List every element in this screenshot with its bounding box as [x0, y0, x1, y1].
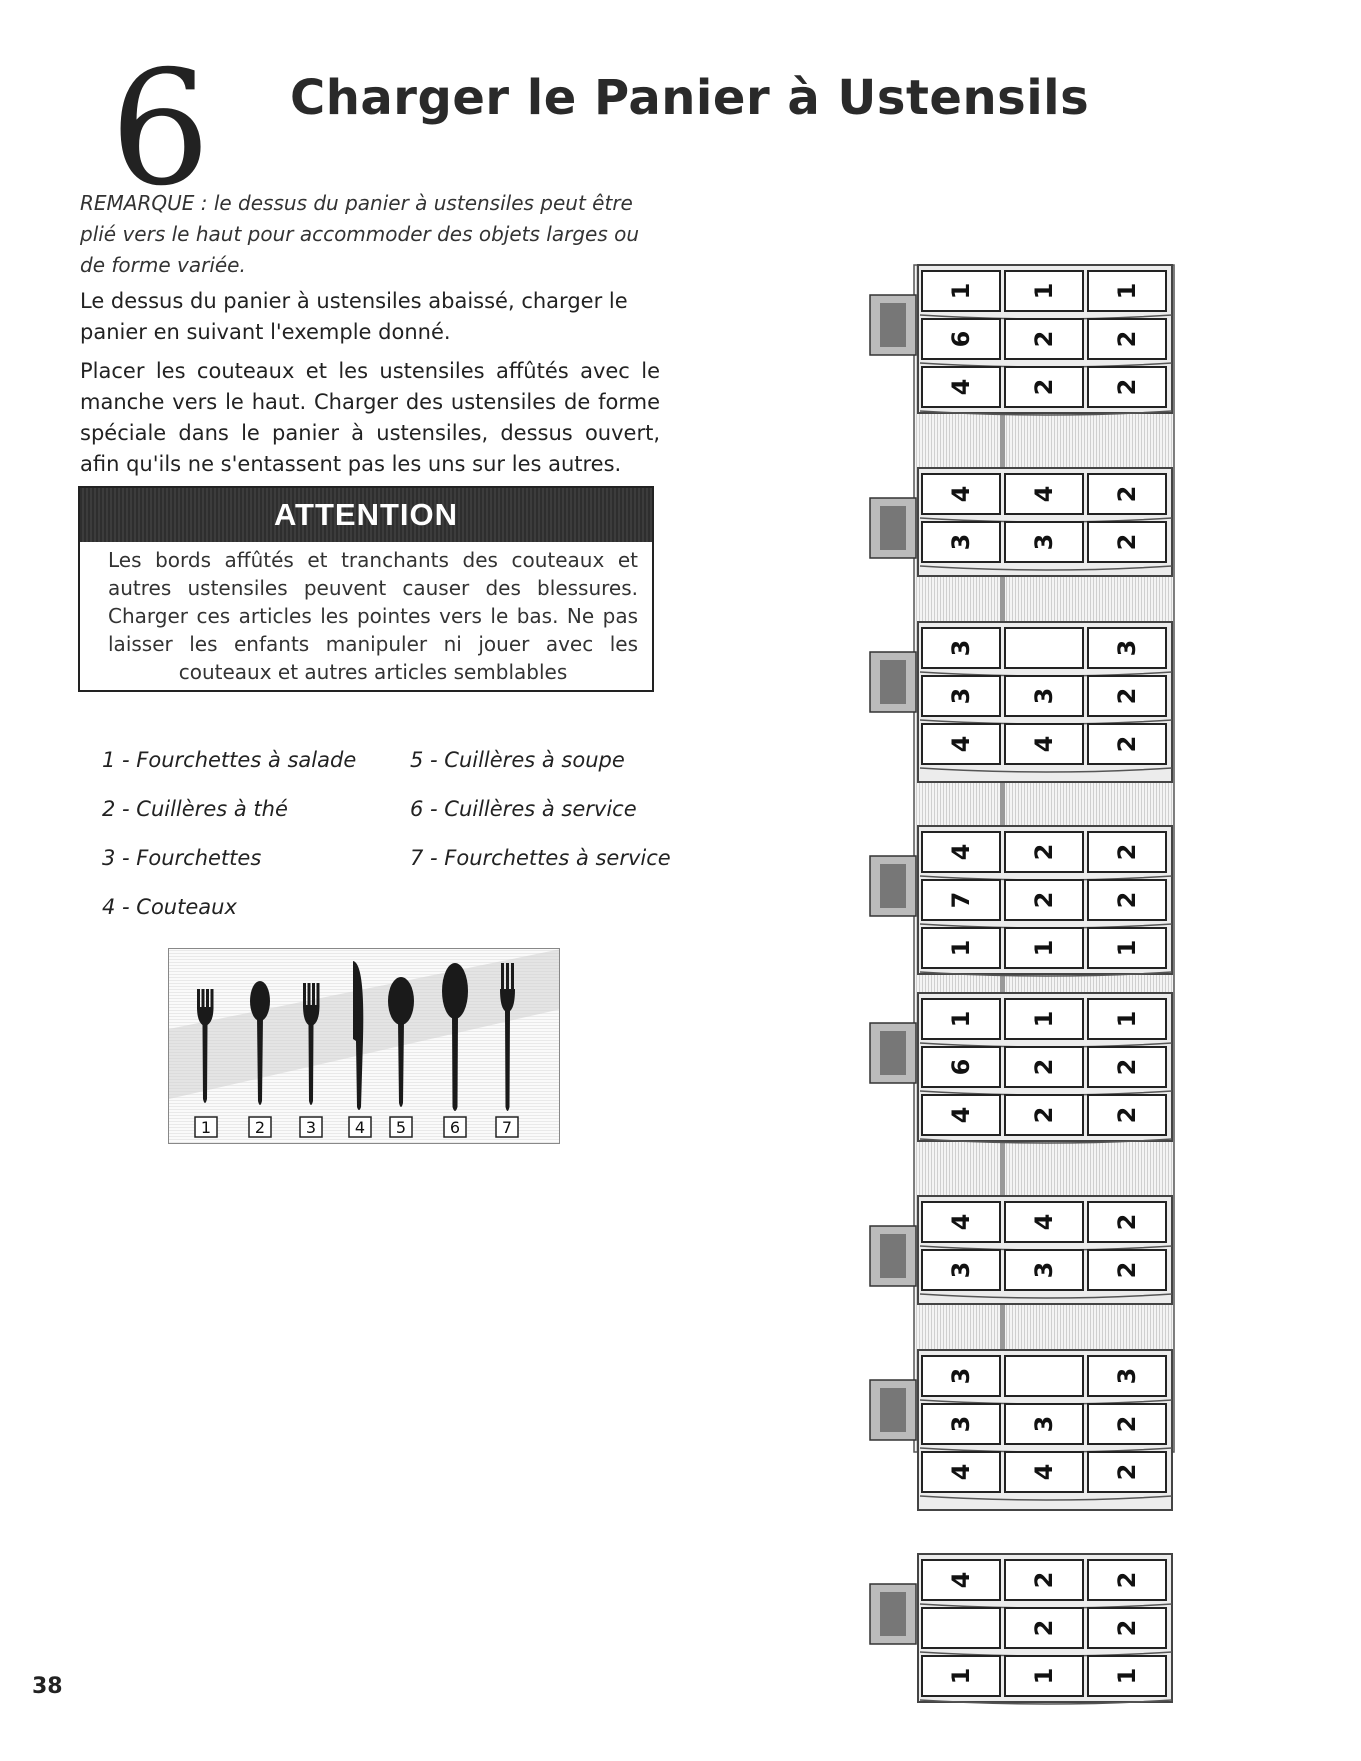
basket-cell-label: 3: [947, 1367, 975, 1385]
basket-hinge-detail: [880, 303, 906, 347]
legend-item-7: 7 - Fourchettes à service: [410, 846, 671, 870]
utensil-label-4: 4: [354, 1118, 366, 1137]
basket-cell-label: 2: [1030, 1058, 1058, 1076]
page-title: Charger le Panier à Ustensils: [290, 70, 1090, 126]
basket-hinge-detail: [880, 864, 906, 908]
basket-hinge-detail: [880, 1592, 906, 1636]
warning-box: [78, 486, 654, 692]
basket-cell-label: 1: [1113, 1667, 1141, 1685]
loading-instruction: Le dessus du panier à ustensiles abaissé, charger le panier en suivant l'exemple donné.: [80, 289, 628, 344]
basket-cell-label: 1: [947, 939, 975, 957]
basket-cell-label: 2: [1113, 378, 1141, 396]
basket-cell-label: 1: [1113, 282, 1141, 300]
basket-cell-label: 2: [1113, 533, 1141, 551]
basket-hinge-detail: [880, 1234, 906, 1278]
utensil-label-2: 2: [254, 1118, 266, 1137]
basket-hinge-detail: [880, 1388, 906, 1432]
utensil-illustration: [168, 948, 560, 1144]
basket-cell-label: 4: [947, 1213, 975, 1231]
utensil-label-3: 3: [305, 1118, 317, 1137]
warning-text: Les bords affûtés et tranchants des couteaux et autres ustensiles peuvent causer des blessures. Charger ces articles les pointes vers le bas. Ne pas laisser les enfants manipuler ni jouer avec les couteaux et autres articles semblables: [108, 548, 638, 684]
basket-cell-label: 4: [947, 485, 975, 503]
basket-hinge-detail: [880, 660, 906, 704]
warning-header: ATTENTION: [80, 488, 652, 542]
basket-cell-label: 4: [947, 1106, 975, 1124]
knife-icon: [353, 961, 363, 1110]
basket-hinge-detail: [880, 1031, 906, 1075]
basket-cell-label: 4: [1030, 1213, 1058, 1231]
basket-cell-label: 2: [1030, 1571, 1058, 1589]
basket-cell-label: 2: [1113, 1571, 1141, 1589]
basket-cell-label: 2: [1113, 1261, 1141, 1279]
basket-cell-label: 1: [947, 282, 975, 300]
legend-item-5: 5 - Cuillères à soupe: [410, 748, 625, 772]
basket-cell-label: 1: [1113, 939, 1141, 957]
basket-cell: [1005, 1356, 1083, 1396]
basket-cell-label: 3: [947, 687, 975, 705]
basket-cell-label: 4: [1030, 1463, 1058, 1481]
utensil-label-7: 7: [501, 1118, 513, 1137]
basket-cell-label: 2: [1113, 1213, 1141, 1231]
basket-cell-label: 3: [947, 1415, 975, 1433]
basket-cell-label: 3: [947, 1261, 975, 1279]
basket-cell-label: 2: [1030, 891, 1058, 909]
basket-cell-label: 4: [947, 735, 975, 753]
basket-cell-label: 2: [1113, 891, 1141, 909]
serving-fork-icon: [500, 963, 515, 1111]
basket-cell-label: 2: [1113, 1415, 1141, 1433]
basket-cell-label: 1: [1030, 282, 1058, 300]
basket-cell-label: 4: [947, 1571, 975, 1589]
basket-cell-label: 3: [1030, 533, 1058, 551]
basket-cell: [1005, 628, 1083, 668]
basket-cell-label: 1: [1030, 1010, 1058, 1028]
basket-cell: [922, 1608, 1000, 1648]
basket-cell-label: 3: [1030, 1415, 1058, 1433]
basket-cell-label: 3: [1030, 687, 1058, 705]
basket-cell-label: 3: [1113, 639, 1141, 657]
basket-cell-label: 2: [1030, 378, 1058, 396]
basket-cell-label: 4: [947, 1463, 975, 1481]
basket-cell-label: 1: [1113, 1010, 1141, 1028]
basket-cell-label: 3: [1030, 1261, 1058, 1279]
basket-cell-label: 2: [1113, 330, 1141, 348]
basket-cell-label: 1: [947, 1667, 975, 1685]
basket-cell-label: 1: [1030, 939, 1058, 957]
step-number: 6: [110, 37, 211, 221]
basket-cell-label: 2: [1030, 330, 1058, 348]
legend-item-6: 6 - Cuillères à service: [410, 797, 637, 821]
legend-item-4: 4 - Couteaux: [102, 895, 237, 919]
basket-cell-label: 3: [947, 533, 975, 551]
note-text: REMARQUE : le dessus du panier à ustensiles peut être plié vers le haut pour accommoder des objets larges ou de forme variée.: [80, 191, 640, 277]
basket-cell-label: 2: [1113, 1106, 1141, 1124]
legend-item-1: 1 - Fourchettes à salade: [102, 748, 357, 772]
serving-spoon-icon: [442, 963, 468, 1111]
utensil-label-1: 1: [200, 1118, 212, 1137]
basket-cell-label: 4: [947, 843, 975, 861]
basket-cell-label: 4: [947, 378, 975, 396]
basket-cell-label: 2: [1030, 1106, 1058, 1124]
basket-cell-label: 2: [1113, 1463, 1141, 1481]
basket-cell-label: 2: [1030, 843, 1058, 861]
basket-cell-label: 1: [1030, 1667, 1058, 1685]
basket-cell-label: 2: [1113, 1058, 1141, 1076]
basket-cell-label: 3: [1113, 1367, 1141, 1385]
legend-item-3: 3 - Fourchettes: [102, 846, 262, 870]
basket-cell-label: 2: [1113, 843, 1141, 861]
legend-item-2: 2 - Cuillères à thé: [102, 797, 288, 821]
basket-cell-label: 7: [947, 891, 975, 909]
basket-cell-label: 2: [1113, 1619, 1141, 1637]
basket-cell-label: 3: [947, 639, 975, 657]
basket-cell-label: 6: [947, 1058, 975, 1076]
basket-cell-label: 4: [1030, 735, 1058, 753]
utensil-label-6: 6: [449, 1118, 461, 1137]
knife-instruction: Placer les couteaux et les ustensiles affûtés avec le manche vers le haut. Charger des ustensiles de forme spéciale dans le panier à ustensiles, dessus ouvert, afin qu'ils ne s'entassent pas les uns sur les autres.: [80, 359, 660, 476]
basket-hinge-detail: [880, 506, 906, 550]
page-number: 38: [32, 1674, 63, 1699]
basket-cell-label: 6: [947, 330, 975, 348]
basket-cell-label: 4: [1030, 485, 1058, 503]
basket-cell-label: 2: [1113, 485, 1141, 503]
basket-cell-label: 2: [1030, 1619, 1058, 1637]
basket-cell-label: 2: [1113, 735, 1141, 753]
basket-cell-label: 2: [1113, 687, 1141, 705]
utensil-basket-diagram: [862, 0, 1192, 1761]
basket-cell-label: 1: [947, 1010, 975, 1028]
utensil-label-5: 5: [395, 1118, 407, 1137]
